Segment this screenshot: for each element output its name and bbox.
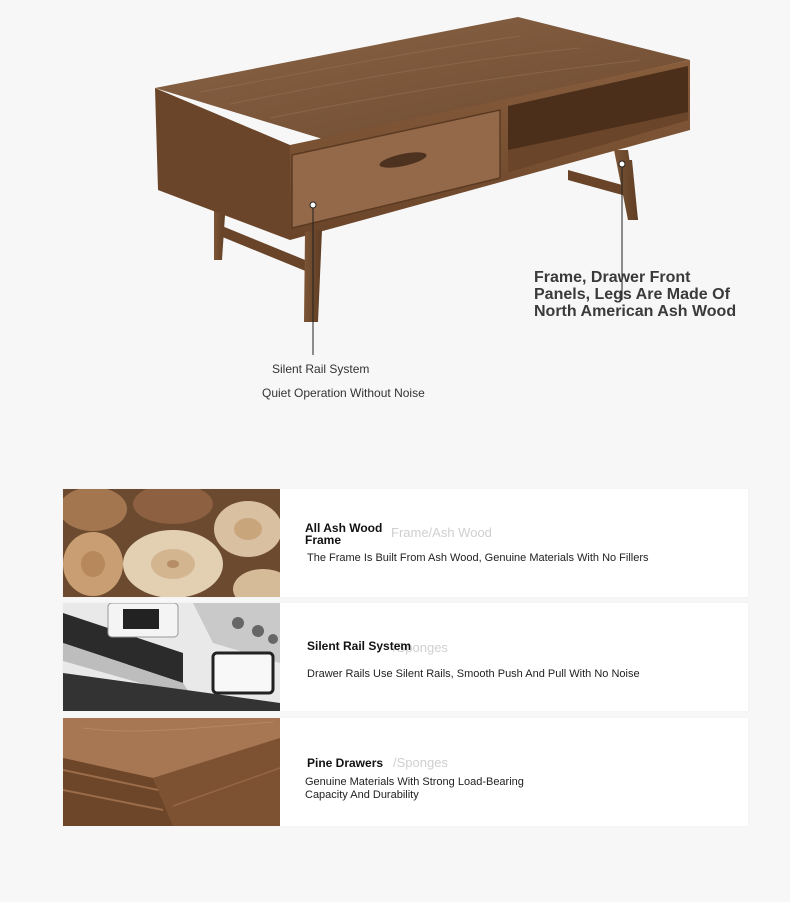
metal-drawer-rail-image — [63, 603, 280, 711]
materials-callout — [534, 269, 774, 320]
card-description-line: Genuine Materials With Strong Load-Bearing — [305, 776, 524, 788]
rail-callout-desc: Quiet Operation Without Noise — [262, 386, 425, 400]
ash-logs-image — [63, 489, 280, 597]
wood-board-image — [63, 718, 280, 826]
card-ghost-text: /Sponges — [393, 755, 448, 770]
card-title-line: All Ash Wood — [305, 521, 383, 535]
card-title: Silent Rail System — [307, 639, 412, 653]
card-description: Drawer Rails Use Silent Rails, Smooth Push And Pull With No Noise — [307, 668, 640, 680]
rail-callout-title: Silent Rail System — [272, 362, 370, 376]
card-description — [305, 776, 524, 802]
card-title: Pine Drawers — [307, 756, 384, 770]
materials-callout-line: North American Ash Wood — [534, 303, 737, 320]
card-ghost-text: Frame/Ash Wood — [391, 525, 492, 540]
card-description: The Frame Is Built From Ash Wood, Genuine Materials With No Fillers — [307, 552, 649, 564]
feature-card-pine-drawers — [63, 718, 748, 826]
card-description-line: Capacity And Durability — [305, 789, 419, 801]
feature-card-ash-wood — [63, 489, 748, 597]
feature-card-silent-rail — [63, 603, 748, 711]
card-title-line: Frame — [305, 533, 342, 547]
materials-callout-line: Panels, Legs Are Made Of — [534, 286, 730, 303]
card-title — [305, 522, 382, 546]
materials-callout-line: Frame, Drawer Front — [534, 269, 691, 286]
card-ghost-text: /Sponges — [393, 640, 448, 655]
